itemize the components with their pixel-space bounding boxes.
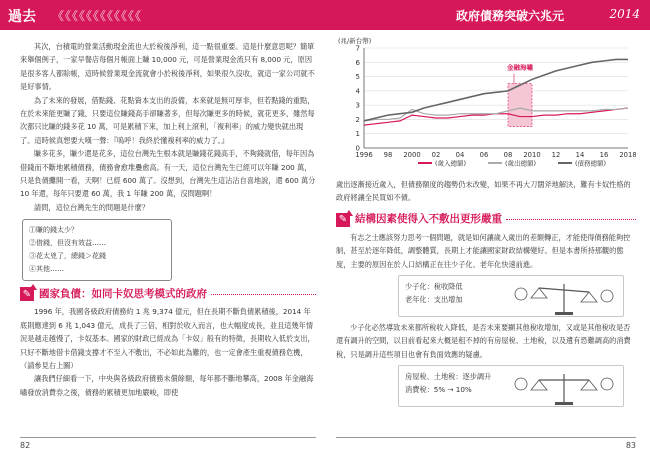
x-tick-label: 2000 xyxy=(403,151,421,159)
x-tick-label: 08 xyxy=(503,151,513,159)
series-line xyxy=(364,59,628,120)
section-heading xyxy=(336,213,636,227)
section-title: 結構因素使得入不敷出更形嚴重 xyxy=(355,213,502,226)
financial-crisis-band xyxy=(508,84,532,127)
y-tick-label: 6 xyxy=(355,58,360,67)
header-chevrons: 《《《《《《《《《《《《 xyxy=(52,9,143,23)
paragraph: 賺多花多，賺少還是花多，這位台灣先生根本就是賺錢花錢高手，不夠錢就借，每年因為借錢而不斷地累積債務，債務會愈堆疊愈高。有一天，這位台灣先生已經可以年賺 200 萬，只是負債攤開一看，天啊！已經 600 萬了。沒想到，台灣先生這沾沾自喜地說，還 600 萬分 10 年還，每年只要還 60 萬，我 1 年賺 200 萬，沒問題啊！ xyxy=(20,149,316,199)
scale-text-line: 消費稅：5% → 10% xyxy=(405,385,472,395)
chart-legend xyxy=(418,159,606,168)
section-heading xyxy=(20,287,316,301)
paragraph: 歲出逐漸接近歲入，但債務額度的趨勢仍未改變，如果不再大刀闊斧地解決，難有卡奴性格的政府將讓全民買如不債。 xyxy=(336,180,631,203)
scale-text-line: 少子化：稅收降低 xyxy=(405,282,463,292)
option-item: ②借錢，但沒有效益…… xyxy=(29,239,106,248)
y-tick-label: 1 xyxy=(355,130,360,139)
y-tick-label: 5 xyxy=(355,73,360,82)
y-tick-label: 7 xyxy=(355,44,360,53)
paragraph: 為了未來的發展，借點錢、花點資本支出的設備，本來就是無可厚非，但若點錢的重點，在於未來能更賺了錢，只要這位賺錢高手卻賺著多，但每次賺更多的時候，就花更多，雖然每次都只比賺的錢多花 10 萬，可是累積下來，加上利上滾利，「複利率」的威力變快就出現了。這時候真想要大嘆一聲：『嗚呼！我終於懂複利率的威力了。』 xyxy=(20,95,315,145)
x-tick-label: 12 xyxy=(551,151,561,159)
paragraph: 有志之士應該努力思考一個問題，就是如何讓歲入歲出的差額轉正，才能使得債務能夠控制，甚至於逐年降低，調整體質，長期上才能讓國家財政結構變好。但是本書所持那觀的態度，主要的原因在於人口結構正在往少子化、老年化快速前進。 xyxy=(336,232,631,269)
footer-rule xyxy=(20,437,316,438)
page-header xyxy=(0,0,650,30)
y-tick-label: 4 xyxy=(355,87,360,96)
divider xyxy=(211,294,316,295)
chart-unit-label: (兆/新台幣) xyxy=(338,37,372,45)
legend-label: (歲入總額) xyxy=(435,159,467,168)
page-number-right: 83 xyxy=(625,441,636,450)
x-tick-label: 02 xyxy=(431,151,441,159)
x-tick-label: 1996 xyxy=(355,151,373,159)
paragraph: 其次，台積電的營業活動現金流也大於稅後淨利，這一點很重要。這是什麼意思呢？簡單來舉個例子，一家早餐店每個月帳面上賺 10,000 元，可是營業現金流只有 8,000 元，原因是很多客人都賒帳，這時候營業現金流就會小於稅後淨利，如果很久沒收，就這一家公司就不是好事情。 xyxy=(20,42,315,92)
x-tick-label: 14 xyxy=(575,151,585,159)
scale-text-line: 老年化：支出增加 xyxy=(405,295,463,305)
chart-svg xyxy=(336,36,636,172)
debt-chart xyxy=(336,36,636,172)
chart-lines xyxy=(364,59,628,125)
paragraph: 少子化必然導致未來都所稅收入降低，是否未來要顯其他稅收增加，又或是其他稅收是否還有調升的空間，以目前看起來大概是租不掉的有房屋稅、土地稅，以及遺有恐難調高的消費稅，只是調升這些項目也會有負面效應的疑慮。 xyxy=(336,323,631,359)
option-item: ③花太兇了，總錢＞花錢 xyxy=(29,252,106,261)
x-tick-label: 2018 xyxy=(619,151,636,159)
paragraph: 讓我們仔細看一下，中央與各級政府債務未償餘額，每年都不斷地攀高，2008 年金融海嘯發放消費券之後，債務的累積更加地嚴峻，即使 xyxy=(20,374,314,397)
left-column xyxy=(20,40,316,399)
legend-label: (歲出總額) xyxy=(505,159,537,168)
pencil-icon: ✎ xyxy=(20,287,34,301)
right-column xyxy=(336,178,636,411)
y-tick-label: 2 xyxy=(355,115,360,124)
option-item: ①賺的錢太少？ xyxy=(29,226,78,235)
footer-rule xyxy=(336,437,636,438)
x-tick-label: 04 xyxy=(455,151,465,159)
pencil-icon: ✎ xyxy=(336,213,350,227)
page-number-left: 82 xyxy=(20,441,31,450)
x-tick-label: 16 xyxy=(599,151,609,159)
question-options-box xyxy=(22,219,172,281)
header-section-label: 過去 xyxy=(8,9,36,25)
scale-illustration-box xyxy=(398,365,624,407)
header-year: 2014 xyxy=(609,7,640,21)
header-title: 政府債務突破六兆元 xyxy=(455,9,564,23)
y-tick-label: 0 xyxy=(355,144,360,153)
y-tick-label: 3 xyxy=(355,101,360,110)
legend-label: (債務總額) xyxy=(575,159,607,168)
paragraph: 1996 年，我國各級政府債務約 1 兆 9,374 億元，但在長期不斷負債累積後，2014 年底則應達到 6 兆 1,043 億元，成長了三倍，相對於收入而言，也大幅度成長，並且這幾年情況是越走越慢了，卡奴基本。國家的財政已經成為「卡奴」般有的特徵，長期收入低於支出，只好不斷地借卡借錢支撐才不至入不敷出，不必如此為難的，也一定會產生重視債務危機，（請參見右上圖） xyxy=(20,307,315,370)
option-item: ④其他…… xyxy=(29,265,64,274)
x-tick-label: 2010 xyxy=(523,151,541,159)
paragraph: 請問，這位台灣先生的問題是什麼？ xyxy=(34,202,150,212)
scale-text-line: 房屋稅、土地稅：逐步調升 xyxy=(405,372,492,382)
scale-illustration-box xyxy=(398,275,624,317)
x-tick-label: 98 xyxy=(383,151,393,159)
x-tick-label: 06 xyxy=(479,151,489,159)
chart-annotation: 金融海嘯 xyxy=(507,63,533,72)
section-title: 國家負債：如同卡奴思考模式的政府 xyxy=(39,287,207,300)
balance-scale-icon xyxy=(509,278,619,316)
divider xyxy=(506,219,636,220)
balance-scale-icon xyxy=(509,368,619,406)
